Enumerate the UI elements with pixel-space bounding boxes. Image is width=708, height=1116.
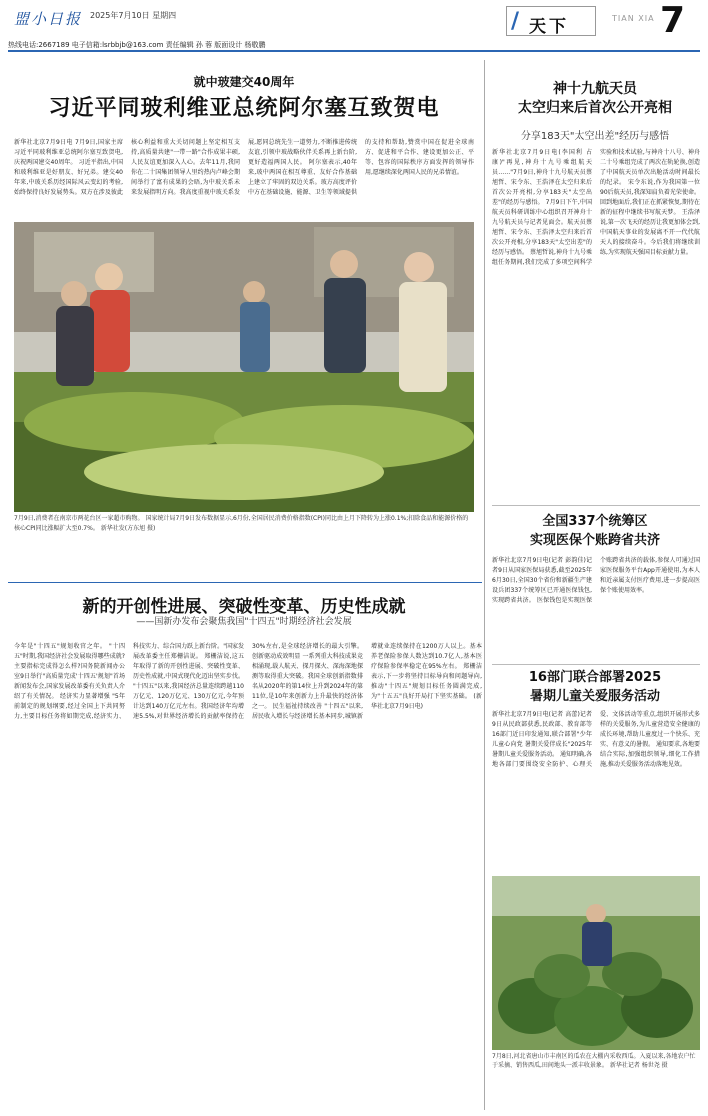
- astronaut-article-body: 新华社北京7月9日电(李国利 占康)"再见,神舟十九号乘组航天员……"7月9日,神舟十九号航天员蔡旭哲、宋令东、王浩泽在太空归来后首次公开亮相,分享183天"太空出差"的经历与感悟。 7月9日下午,中国航天员科研训练中心组织召开神舟十九号航天员与记者见面会。航天员蔡旭哲、宋令东、王浩泽太空归来后首次公开亮相,分享183天"太空出差"的经历与感悟。 蔡旭哲说,神舟十九号乘组任务期间,我们完成了多项空间科学实验和技术试验,与神舟十八号、神舟二十号乘组完成了两次在轨轮换,创造了中国航天员单次出舱活动时间最长的纪录。 宋令东说,作为我国第一位90后航天员,我深知肩负着光荣使命。回到地面后,我们正在抓紧恢复,期待在新的征程中继续书写航天梦。 王浩泽说,第一次飞天的经历让我更加体会到,中国航天事业的发展离不开一代代航天人的接续奋斗。今后我们将继续训练,为实现航天强国目标贡献力量。: [492, 149, 700, 266]
- medical-insurance-body: 新华社北京7月9日电(记者 彭韵佳)记者9日从国家医保局获悉,截至2025年6月30日,全国30个省份和新疆生产建设兵团337个统筹区已开通医保钱包,实现跨省共济。 医保钱包是实现医保个账跨省共济的载体,参保人可通过国家医保服务平台App开通使用,为本人和近亲属支付医疗费用,进一步提高医保个账使用效率。: [492, 557, 700, 604]
- column-rule: [484, 60, 485, 1110]
- right-separator-1: [492, 505, 700, 506]
- children-care-headline: [490, 668, 700, 706]
- medical-insurance-headline: [490, 512, 700, 550]
- astronaut-headline-line1: 神十九航天员: [553, 81, 637, 97]
- main-article-headline: 习近平同玻利维亚总统阿尔塞互致贺电: [48, 96, 440, 121]
- masthead: [8, 0, 700, 41]
- right-separator-2: [492, 664, 700, 665]
- newspaper-logo: 盟小日报: [14, 10, 83, 28]
- main-article-kicker: 就中玻建交40周年: [193, 75, 295, 89]
- market-produce-photo: [14, 222, 474, 512]
- main-photo-caption: 7月9日,消费者在南京市两花台区一家超市购物。 国家统计局7月9日发布数据显示,6月份,全国居民消费价格指数(CPI)同比由上月下降转为上涨0.1%;扣除食品和能源价格的核心CPI同比涨幅扩大至0.7%。 新华社发(方东旭 摄): [14, 515, 469, 532]
- section-tag: [506, 6, 596, 36]
- children-care-headline-line2: 暑期儿童关爱服务活动: [529, 689, 660, 704]
- medical-insurance-headline-line2: 实现医保个账跨省共济: [529, 533, 660, 548]
- market-photo-illustration: [14, 222, 474, 512]
- watermelon-photo-caption: 7月8日,河北省唐山市丰南区的瓜农在大棚内采收西瓜。入夏以来,各地农户忙于采摘、销售西瓜,田间地头一派丰收景象。 新华社记者 杨世尧 摄: [492, 1053, 696, 1069]
- economy-article-subhead: ——国新办发布会聚焦我国"十四五"时期经济社会发展: [136, 617, 352, 627]
- economy-article-headline: 新的开创性进展、突破性变革、历史性成就: [82, 597, 406, 617]
- children-care-headline-line1: 16部门联合部署2025: [528, 670, 662, 685]
- watermelon-photo-illustration: [492, 876, 700, 1050]
- section-divider: [8, 582, 482, 583]
- economy-article-body: 今年是"十四五"规划收官之年。 "十四五"时期,我国经济社会发展取得哪些成就?主要指标完成得怎么样?国务院新闻办公室9日举行"高质量完成'十四五'规划"首场新闻发布会,国家发展改革委有关负责人介绍了有关情况。 经济实力显著增强 "5年前制定的规划纲要,经过全国上下共同努力,主要目标任务将如期完成,经济实力、科技实力、综合国力跃上新台阶。"国家发展改革委主任郑栅洁说。 郑栅洁说,这五年取得了新的开创性进展、突破性变革、历史性成就,中国式现代化迈出坚实步伐。 "十四五"以来,我国经济总量连续跨越110万亿元、120万亿元、130万亿元,今年预计达到140万亿元左右。我国经济年均增速5.5%,对世界经济增长的贡献率保持在30%左右,是全球经济增长的最大引擎。 创新驱动成效明显 一系列重大科技成果竞相涌现,载人航天、探月探火、深海深地探测等取得重大突破。我国全球创新指数排名从2020年的第14位上升到2024年的第11位,是10年来创新力上升最快的经济体之一。 民生福祉持续改善 "十四五"以来,居民收入增长与经济增长基本同步,城镇新增就业连续保持在1200万人以上。基本养老保险参保人数达到10.7亿人,基本医疗保险参保率稳定在95%左右。 郑栅洁表示,下一步将坚持目标导向和问题导向,推动"十四五"规划目标任务圆满完成,为"十五五"良好开局打下坚实基础。 (新华社北京7月9日电): [14, 643, 482, 720]
- main-article-body: 新华社北京7月9日电 7月9日,国家主席习近平同玻利维亚总统阿尔塞互致贺电,庆祝两国建交40周年。 习近平指出,中国和玻利维亚是好朋友、好兄弟。建交40年来,中玻关系历经国际风云变幻的考验,始终保持良好发展势头。双方在涉及彼此核心利益和重大关切问题上坚定相互支持,高质量共建"一带一路"合作成果丰硕,人民友谊更加深入人心。去年11月,我同你在二十国集团领导人里约热内卢峰会期间举行了富有成果的会晤,为中玻关系未来发展指明方向。我高度重视中玻关系发展,愿同总统先生一道努力,不断推进传统友谊,引领中玻战略伙伴关系再上新台阶,更好造福两国人民。 阿尔塞表示,40年来,玻中两国在相互尊重、友好合作基础上建立了牢固的双边关系。玻方高度评价中方在基础设施、能源、卫生等领域提供的支持和帮助,赞赏中国在促进全球南方、促进和平合作、建设更加公正、平等、包容的国际秩序方面发挥的领导作用,愿继续深化两国人民的兄弟情谊。: [14, 139, 474, 196]
- astronaut-headline-line2: 太空归来后首次公开亮相: [518, 100, 672, 116]
- contact-info-line: 热线电话:2667189 电子信箱:lsrbbjb@163.com 责任编辑 孙 蓉 版面设计 杨敬鹏: [8, 40, 700, 52]
- astronaut-headline: [490, 80, 700, 118]
- astronaut-subhead: 分享183天"太空出差"经历与感悟: [520, 131, 670, 142]
- watermelon-harvest-photo: [492, 876, 700, 1050]
- section-name: 天下: [529, 17, 569, 37]
- section-pinyin: TIAN XIA: [612, 14, 655, 23]
- medical-insurance-headline-line1: 全国337个统筹区: [542, 514, 648, 529]
- children-care-body: 新华社北京7月9日电(记者 高蕾)记者9日从民政部获悉,民政部、教育部等16部门近日印发通知,联合部署"少年儿童心向党 暑期关爱伴成长"2025年暑期儿童关爱服务活动。 通知明确,各地各部门要围绕安全防护、心理关爱、文体活动等重点,组织开展形式多样的关爱服务,为儿童营造安全健康的成长环境,帮助儿童度过一个快乐、充实、有意义的暑假。 通知要求,各地要结合实际,加强组织领导,细化工作措施,推动关爱服务活动落地见效。: [492, 711, 700, 768]
- issue-date: 2025年7月10日 星期四: [90, 11, 177, 20]
- page-number: 7: [660, 0, 686, 41]
- section-slash-icon: /: [511, 9, 520, 34]
